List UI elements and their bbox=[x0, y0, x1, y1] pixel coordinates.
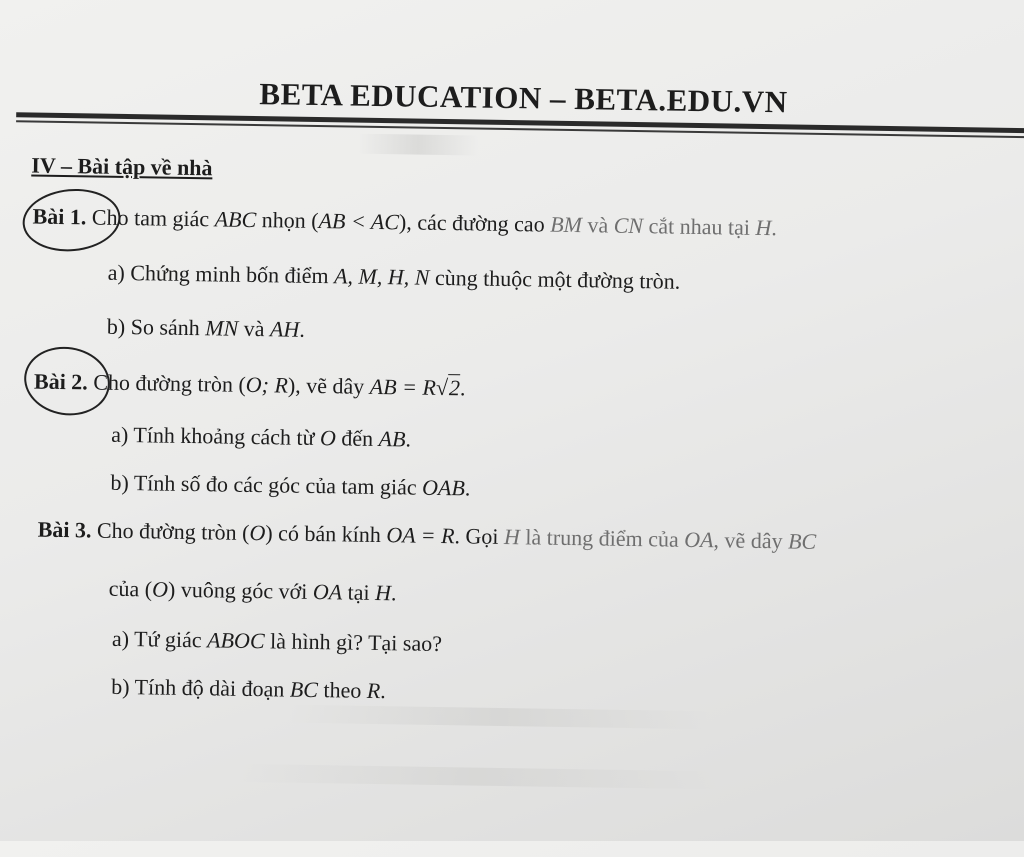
bleed-through-smudge bbox=[238, 764, 718, 790]
problem-1-part-b: b) So sánh MN và AH. bbox=[106, 313, 306, 342]
page-header: BETA EDUCATION – BETA.EDU.VN bbox=[259, 76, 788, 120]
problem-3-part-b: b) Tính độ dài đoạn BC theo R. bbox=[111, 673, 386, 704]
problem-2-label: Bài 2. bbox=[33, 368, 89, 395]
bleed-through-smudge bbox=[289, 705, 709, 730]
problem-1-part-a: a) Chứng minh bốn điểm A, M, H, N cùng thuộc một đường tròn. bbox=[107, 259, 681, 294]
sqrt-sign: √ bbox=[435, 374, 449, 401]
problem-2-stem: Bài 2. Cho đường tròn (O; R), vẽ dây AB = R√2. bbox=[33, 368, 466, 401]
problem-3-stem: Bài 3. Cho đường tròn (O) có bán kính OA = R. Gọi H là trung điểm của OA, vẽ dây BC bbox=[37, 516, 817, 554]
problem-1-stem: Bài 1. Cho tam giác ABC nhọn (AB < AC), các đường cao BM và CN cắt nhau tại H. bbox=[32, 203, 778, 241]
problem-1-label: Bài 1. bbox=[32, 203, 87, 230]
problem-2-part-a: a) Tính khoảng cách từ O đến AB. bbox=[110, 421, 412, 452]
problem-3-stem-continued: của (O) vuông góc với OA tại H. bbox=[108, 575, 397, 606]
problem-3-part-a: a) Tứ giác ABOC là hình gì? Tại sao? bbox=[111, 625, 443, 657]
problem-3-label: Bài 3. bbox=[37, 516, 92, 543]
bleed-through-smudge bbox=[358, 134, 478, 156]
section-title: IV – Bài tập về nhà bbox=[31, 152, 213, 181]
problem-2-part-b: b) Tính số đo các góc của tam giác OAB. bbox=[110, 469, 471, 501]
